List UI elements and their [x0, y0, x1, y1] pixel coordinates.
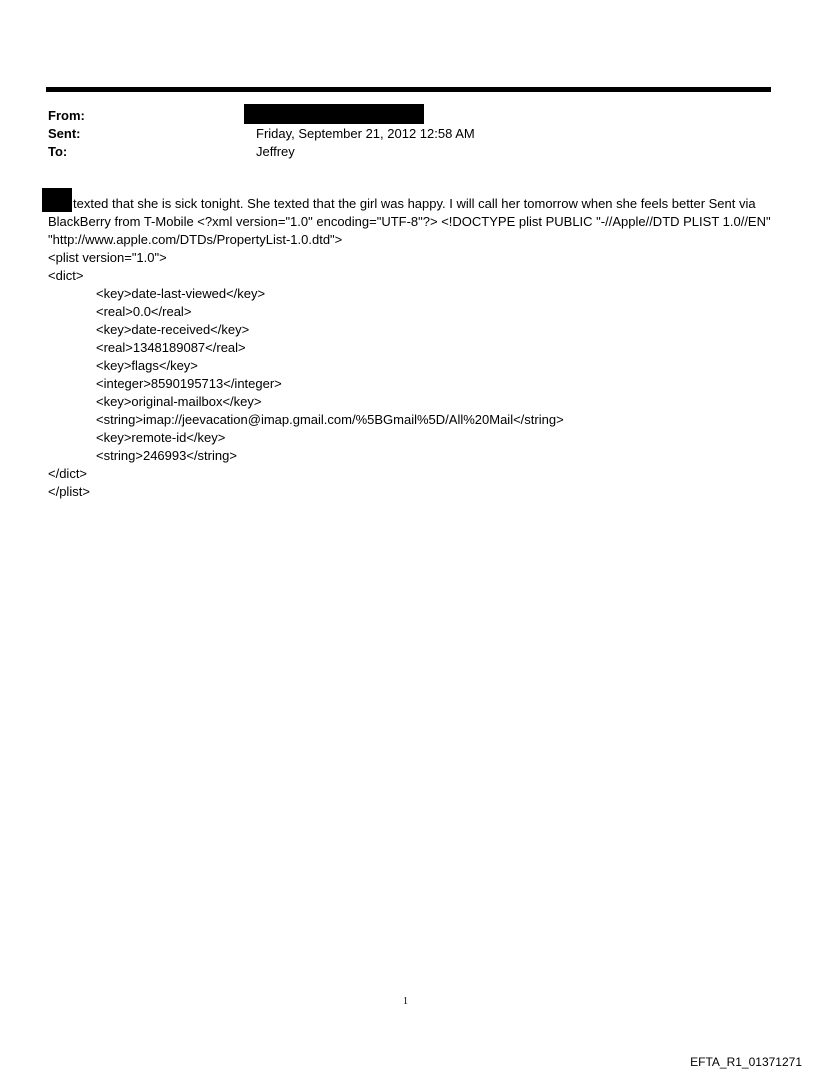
sent-label: Sent: [48, 126, 81, 141]
from-redaction [244, 104, 424, 124]
dict-open: <dict> [48, 268, 84, 283]
plist-entry: <key>date-last-viewed</key> [96, 286, 266, 301]
dict-close: </dict> [48, 466, 88, 481]
plist-close: </plist> [48, 484, 90, 499]
plist-entry: <real>0.0</real> [96, 304, 192, 319]
plist-entry: <key>date-received</key> [96, 322, 250, 337]
name-redaction [42, 188, 72, 212]
email-body [48, 188, 778, 501]
plist-entry: <key>remote-id</key> [96, 430, 226, 445]
from-row [48, 107, 768, 125]
to-value: Jeffrey [256, 144, 295, 159]
to-label: To: [48, 144, 68, 159]
plist-entry: <real>1348189087</real> [96, 340, 246, 355]
page-number: 1 [403, 996, 408, 1007]
plist-entry: <string>imap://jeevacation@imap.gmail.com/%5BGmail%5D/All%20Mail</string> [96, 412, 564, 427]
sent-value: Friday, September 21, 2012 12:58 AM [256, 126, 475, 141]
to-row [48, 143, 768, 161]
plist-entry: <key>original-mailbox</key> [96, 394, 262, 409]
from-label: From: [48, 108, 85, 123]
email-header [48, 107, 768, 161]
bates-number: EFTA_R1_01371271 [690, 1055, 802, 1069]
plist-entry: <integer>8590195713</integer> [96, 376, 282, 391]
body-intro [48, 188, 778, 249]
body-intro-text: texted that she is sick tonight. She texted that the girl was happy. I will call her tomorrow when she feels better Sent via BlackBerry from T-Mobile <?xml version="1.0" encoding="UTF-8"?> <!DOCTYPE plist PUBLIC "-//Apple//DTD PLIST 1.0//EN" "http://www.apple.com/DTDs/PropertyList-1.0.dtd"> [48, 196, 771, 247]
plist-entry: <string>246993</string> [96, 448, 237, 463]
plist-open: <plist version="1.0"> [48, 250, 167, 265]
plist-entry: <key>flags</key> [96, 358, 198, 373]
top-rule [46, 87, 771, 92]
sent-row [48, 125, 768, 143]
